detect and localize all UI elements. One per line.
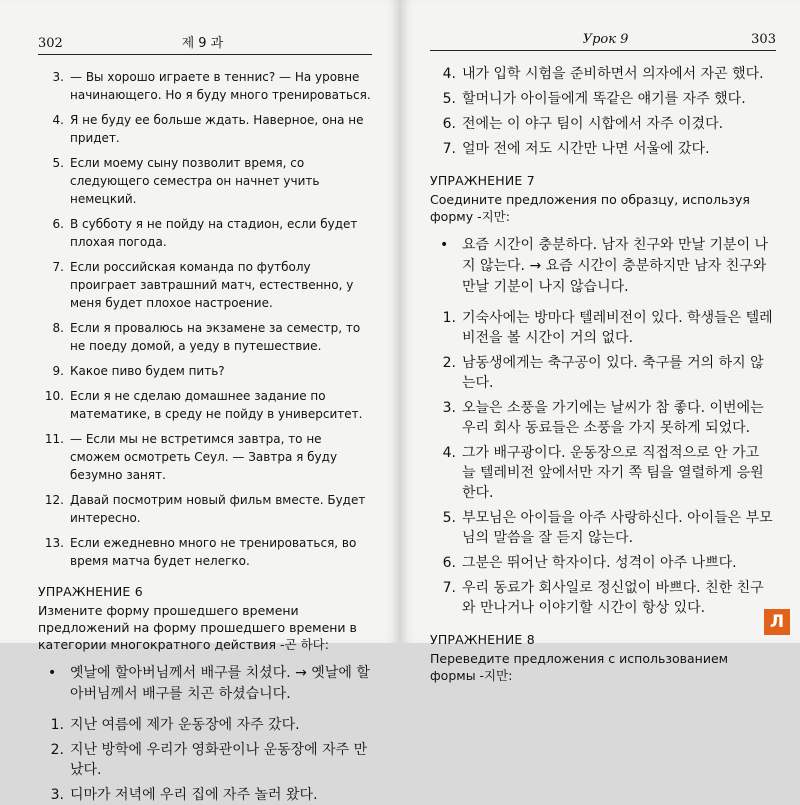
list-item: 2. 지난 방학에 우리가 영화관이나 운동장에 자주 만났다.	[50, 742, 368, 778]
left-page-header	[38, 32, 372, 55]
list-item: 4. Я не буду ее больше ждать. Наверное, она не придет.	[52, 113, 364, 145]
list-item: 1. 기숙사에는 방마다 텔레비전이 있다. 학생들은 텔레비전을 볼 시간이 거의 없다.	[442, 310, 773, 346]
bullet-icon: •	[48, 665, 57, 681]
list-item: 7. 얼마 전에 저도 시간만 나면 서울에 갔다.	[442, 141, 710, 157]
list-item: 4. 그가 배구광이다. 운동장으로 직접적으로 안 가고 늘 텔레비전 앞에서만 자기 쪽 팀을 열렬하게 응원한다.	[442, 445, 764, 501]
list-item: 8. Если я провалюсь на экзамене за семестр, то не поеду домой, а уеду в путешествие.	[52, 321, 361, 353]
exercise-6-title: УПРАЖНЕНИЕ 6	[38, 584, 143, 599]
exercise-7-title: УПРАЖНЕНИЕ 7	[430, 173, 535, 188]
left-sentence-list	[38, 68, 372, 570]
left-header-title: 제 9 과	[181, 36, 224, 51]
example-text: 요즘 시간이 충분하다. 남자 친구와 만날 기분이 나지 않는다. → 요즘 시간이 충분하지만 남자 친구와 만날 기분이 나지 않습니다.	[462, 237, 769, 295]
exercise-8-title: УПРАЖНЕНИЕ 8	[430, 632, 535, 647]
list-item: 7. Если российская команда по футболу проиграет завтрашний матч, естественно, у меня будет плохое настроение.	[52, 260, 354, 310]
example-text: 옛날에 할아버님께서 배구를 치셨다. → 옛날에 할아버님께서 배구를 치곤 하셨습니다.	[70, 665, 370, 702]
list-item: 3. — Вы хорошо играете в теннис? — На уровне начинающего. Но я буду много тренироваться.	[52, 70, 371, 102]
list-item: 11. — Если мы не встретимся завтра, то не сможем осмотреть Сеул. — Завтра я буду безумно занят.	[44, 432, 338, 482]
right-header-title: Урок 9	[582, 32, 629, 47]
exercise-7-instructions: Соедините предложения по образцу, используя форму -지만:	[430, 192, 750, 224]
exercise-7-example	[440, 235, 776, 298]
list-item: 6. В субботу я не пойду на стадион, если будет плохая погода.	[52, 217, 358, 249]
list-item: 7. 우리 동료가 회사일로 정신없이 바쁘다. 친한 친구와 만나거나 이야기할 시간이 항상 있다.	[442, 580, 764, 616]
list-item: 10. Если я не сделаю домашнее задание по математике, в среду не пойду в университет.	[44, 389, 363, 421]
list-item: 1. 지난 여름에 제가 운동장에 자주 갔다.	[50, 717, 300, 733]
list-item: 5. Если моему сыну позволит время, со следующего семестра он начнет учить немецкий.	[52, 156, 320, 206]
list-item: 5. 부모님은 아이들을 아주 사랑하신다. 아이들은 부모님의 말씀을 잘 듣지 않는다.	[442, 510, 773, 546]
publisher-logo-icon: Л	[764, 609, 790, 635]
exercise-6-list	[38, 715, 372, 805]
list-item: 13. Если ежедневно много не тренироваться, во время матча будет нелегко.	[44, 536, 357, 568]
list-item: 3. 디마가 저녁에 우리 집에 자주 놀러 왔다.	[50, 787, 318, 803]
exercise-8-instructions: Переведите предложения с использованием формы -지만:	[430, 651, 729, 683]
right-page-header	[430, 32, 776, 51]
list-item: 6. 그분은 뛰어난 학자이다. 성격이 아주 나쁘다.	[442, 555, 737, 571]
list-item: 6. 전에는 이 야구 팀이 시합에서 자주 이겼다.	[442, 116, 724, 132]
list-item: 9. Какое пиво будем пить?	[52, 364, 225, 378]
exercise-6-instructions: Измените форму прошедшего времени предложений на форму прошедшего времени в категории многократного действия -곤 하다:	[38, 603, 357, 652]
left-page-number: 302	[38, 36, 63, 51]
right-page	[400, 0, 800, 683]
bullet-icon: •	[440, 237, 449, 253]
right-sentence-list	[430, 64, 776, 159]
list-item: 3. 오늘은 소풍을 가기에는 날씨가 참 좋다. 이번에는 우리 회사 동료들은 소풍을 가지 못하게 되었다.	[442, 400, 764, 436]
right-page-number: 303	[751, 32, 776, 47]
left-page	[0, 0, 400, 803]
list-item: 12. Давай посмотрим новый фильм вместе. Будет интересно.	[44, 493, 366, 525]
exercise-7-list	[430, 308, 776, 618]
list-item: 4. 내가 입학 시험을 준비하면서 의자에서 자곤 했다.	[442, 66, 764, 82]
list-item: 2. 남동생에게는 축구공이 있다. 축구를 거의 하지 않는다.	[442, 355, 764, 391]
exercise-6-example	[48, 663, 372, 705]
list-item: 5. 할머니가 아이들에게 똑같은 얘기를 자주 했다.	[442, 91, 746, 107]
